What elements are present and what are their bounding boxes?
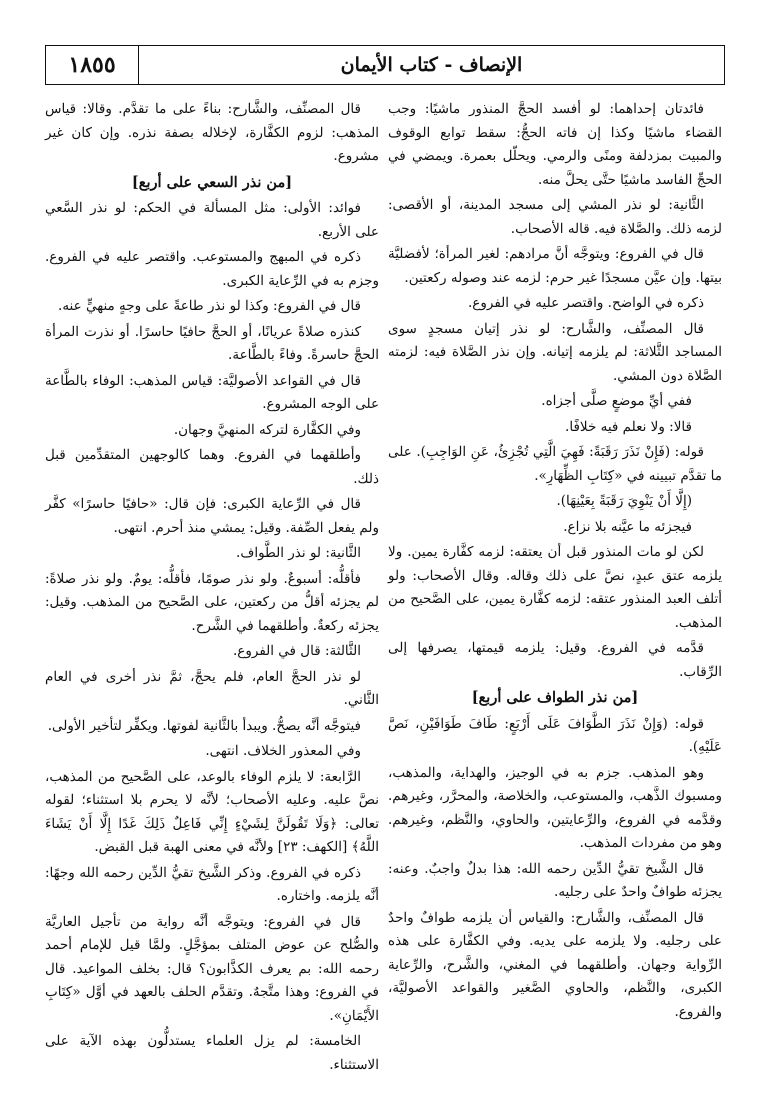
running-title: الإنصاف - كتاب الأيمان: [138, 46, 724, 84]
paragraph: قال المصنِّف، والشَّارح: لو نذر إتيان مسجدٍ سوى المساجد الثَّلاثة: لم يلزمه إتيانه. وإن نذر الصَّلاة فيه: لزمته الصَّلاة دون المشي.: [388, 320, 722, 384]
paragraph: ذكره في المبهج والمستوعب. واقتصر عليه في الفروع. وجزم به في الرِّعاية الكبرى.: [45, 249, 379, 289]
paragraph: قال المصنِّف، والشَّارح: بناءً على ما تقدَّم. وقالا: قياس المذهب: لزوم الكفَّارة، لإخلاله بصفة نذره. وإن كان غير مشروع.: [45, 101, 379, 164]
paragraph: الرَّابعة: لا يلزم الوفاء بالوعد، على الصَّحيح من المذهب، نصَّ عليه. وعليه الأصحاب؛ لأنَّه لا يحرم بلا استثناء؛ لقوله تعالى: ﴿وَلَا تَقُولَنَّ لِشَيْءٍ إِنِّي فَاعِلٌ ذَلِكَ غَدًا إِلَّا أَنْ يَشَاءَ اللَّهُ﴾ [الكهف: ٢٣] ولأنَّه في معنى الهبة قبل القبض.: [45, 768, 379, 855]
page-number: ١٨٥٥: [68, 52, 116, 78]
paragraph: الخامسة: لم يزل العلماء يستدلُّون بهذه الآية على الاستثناء.: [45, 1033, 379, 1073]
paragraph: وفي المعذور الخلاف. انتهى.: [205, 743, 361, 759]
paragraph: فائدتان إحداهما: لو أفسد الحجَّ المنذور ماشيًا: وجب القضاء ماشيًا وكذا إن فاته الحجُّ: سقط توابع الوقوف والمبيت بمزدلفة ومنًى والرمي. ويحلّل بعمرة. ويمضي في الحجِّ الفاسد ماشيًا حتَّى يحلَّ منه.: [388, 101, 722, 188]
paragraph: الثَّانية: لو نذر الطَّواف.: [236, 545, 361, 561]
paragraph: فأقلُّه: أسبوعٌ. ولو نذر صومًا، فأقلُّه: يومٌ. ولو نذر صلاةً: لم يجزئه أقلُّ من ركعتين، على الصَّحيح من المذهب. وقيل: يجزئه ركعةٌ. وأطلقهما في الشَّرح.: [45, 570, 379, 634]
paragraph: كنذره صلاةً عريانًا، أو الحجَّ حافيًا حاسرًا. أو نذرت المرأة الحجَّ حاسرةً. وفاءً بالطَّاعة.: [45, 323, 379, 363]
paragraph: فوائد: الأولى: مثل المسألة في الحكم: لو نذر السَّعي على الأربع.: [45, 200, 379, 240]
paragraph: قال الشَّيخ تقيُّ الدِّين رحمه الله: هذا بدلٌ واجبٌ. وعنه: يجزئه طوافٌ واحدٌ على رجليه.: [388, 860, 722, 900]
paragraph: لو نذر الحجَّ العام، فلم يحجَّ، ثمَّ نذر أخرى في العام الثَّاني.: [45, 668, 379, 708]
paragraph: قوله: (فَإِنْ نَذَرَ رَقَبَةً: فَهِيَ الَّتِي تُجْزِئُ، عَنِ الوَاجِبِ). على ما تقدَّم تبيينه في «كِتَابِ الظِّهَارِ».: [388, 444, 722, 484]
paragraph: قالا: ولا نعلم فيه خلافًا.: [565, 418, 692, 435]
paragraph: ذكره في الفروع. وذكر الشَّيخ تقيُّ الدِّين رحمه الله وجهًا: أنَّه يلزمه. واختاره.: [45, 864, 379, 904]
paragraph: فيتوجَّه أنَّه يصحُّ. ويبدأ بالثَّانية لفوتها. ويكفِّر لتأخير الأولى.: [47, 717, 361, 734]
paragraph: قال في الرِّعاية الكبرى: فإن قال: «حافيًا حاسرًا» كفَّر ولم يفعل الصِّفة. وقيل: يمشي منذ أحرم. انتهى.: [45, 496, 379, 536]
paragraph: وهو المذهب. جزم به في الوجيز، والهداية، والمذهب، ومسبوك الذَّهب، والمستوعب، والخلاصة، والمحرَّر، وغيرهم. وقدَّمه في الفروع، والرِّعايتين، والحاوي، والنَّظم، وغيرهم. وهو من مفردات المذهب.: [388, 764, 722, 851]
section-heading: [من نذر الطواف على أربع]: [471, 689, 639, 706]
left-column: [45, 98, 379, 1079]
paragraph: قال في الفروع: وكذا لو نذر طاعةً على وجهٍ منهيٍّ عنه.: [58, 298, 361, 314]
paragraph: فيجزئه ما عيَّنه بلا نزاع.: [563, 518, 692, 535]
paragraph: قدَّمه في الفروع. وقيل: يلزمه قيمتها، يصرفها إلى الرِّقاب.: [388, 640, 722, 680]
right-column: [388, 98, 722, 1026]
paragraph: قال في الفروع: ويتوجَّه أنَّه رواية من تأجيل العاريَّة والصُّلح عن عوض المتلف بمؤجَّلٍ. ولمَّا قيل للإمام أحمد رحمه الله: بم يعرف الكذَّابون؟ قال: بخلف المواعيد. قال في الفروع: وهذا متَّجهٌ. وتقدَّم الحلف بالعهد في أوَّل «كِتَابِ الأَيْمَانِ».: [45, 913, 379, 1024]
paragraph: ذكره في الواضح. واقتصر عليه في الفروع.: [468, 295, 704, 311]
paragraph: الثَّالثة: قال في الفروع.: [233, 643, 361, 659]
section-heading: [من نذر السعي على أربع]: [131, 173, 293, 191]
paragraph: (إِلَّا أَنْ يَنْوِيَ رَقَبَةً بِعَيْنِهَا).: [556, 493, 692, 509]
paragraph: قال المصنِّف، والشَّارح: والقياس أن يلزمه طوافٌ واحدٌ على رجليه. ولا يلزمه على يديه. وفي الكفَّارة على هذه الرِّواية وجهان. وأطلقهما في المغني، والشَّرح، والرِّعاية الكبرى، والنَّظم، والحاوي الصَّغير والقواعد الأصوليَّة، والفروع.: [388, 909, 722, 1020]
paragraph: قال في الفروع: ويتوجَّه أنَّ مرادهم: لغير المرأة؛ لأفضليَّة بيتها. وإن عيَّن مسجدًا غير حرم: لزمه عند وصوله ركعتين.: [388, 246, 722, 286]
paragraph: وفي الكفَّارة لتركه المنهيَّ وجهان.: [173, 421, 361, 438]
page-header: [45, 45, 725, 85]
paragraph: ففي أيِّ موضعٍ صلَّى أجزاه.: [541, 393, 692, 409]
paragraph: لكن لو مات المنذور قبل أن يعتقه: لزمه كفَّارة يمين. ولا يلزمه عتق عبدٍ، نصَّ على ذلك وقاله. وقال الأصحاب: ولو أتلف العبد المنذور عتقه: لزمه كفَّارة يمين، على الصَّحيح من المذهب.: [388, 544, 722, 631]
paragraph: الثَّانية: لو نذر المشي إلى مسجد المدينة، أو الأقصى: لزمه ذلك. والصَّلاة فيه. قاله الأصحاب.: [388, 197, 722, 237]
paragraph: قال في القواعد الأصوليَّة: قياس المذهب: الوفاء بالطَّاعة على الوجه المشروع.: [45, 372, 379, 412]
paragraph: قوله: (وَإِنْ نَذَرَ الطَّوَافَ عَلَى أَرْبَعٍ: طَافَ طَوَافَيْنِ، نَصَّ عَلَيْهِ).: [388, 715, 722, 755]
paragraph: وأطلقهما في الفروع. وهما كالوجهين المتقدِّمين قبل ذلك.: [45, 447, 379, 487]
